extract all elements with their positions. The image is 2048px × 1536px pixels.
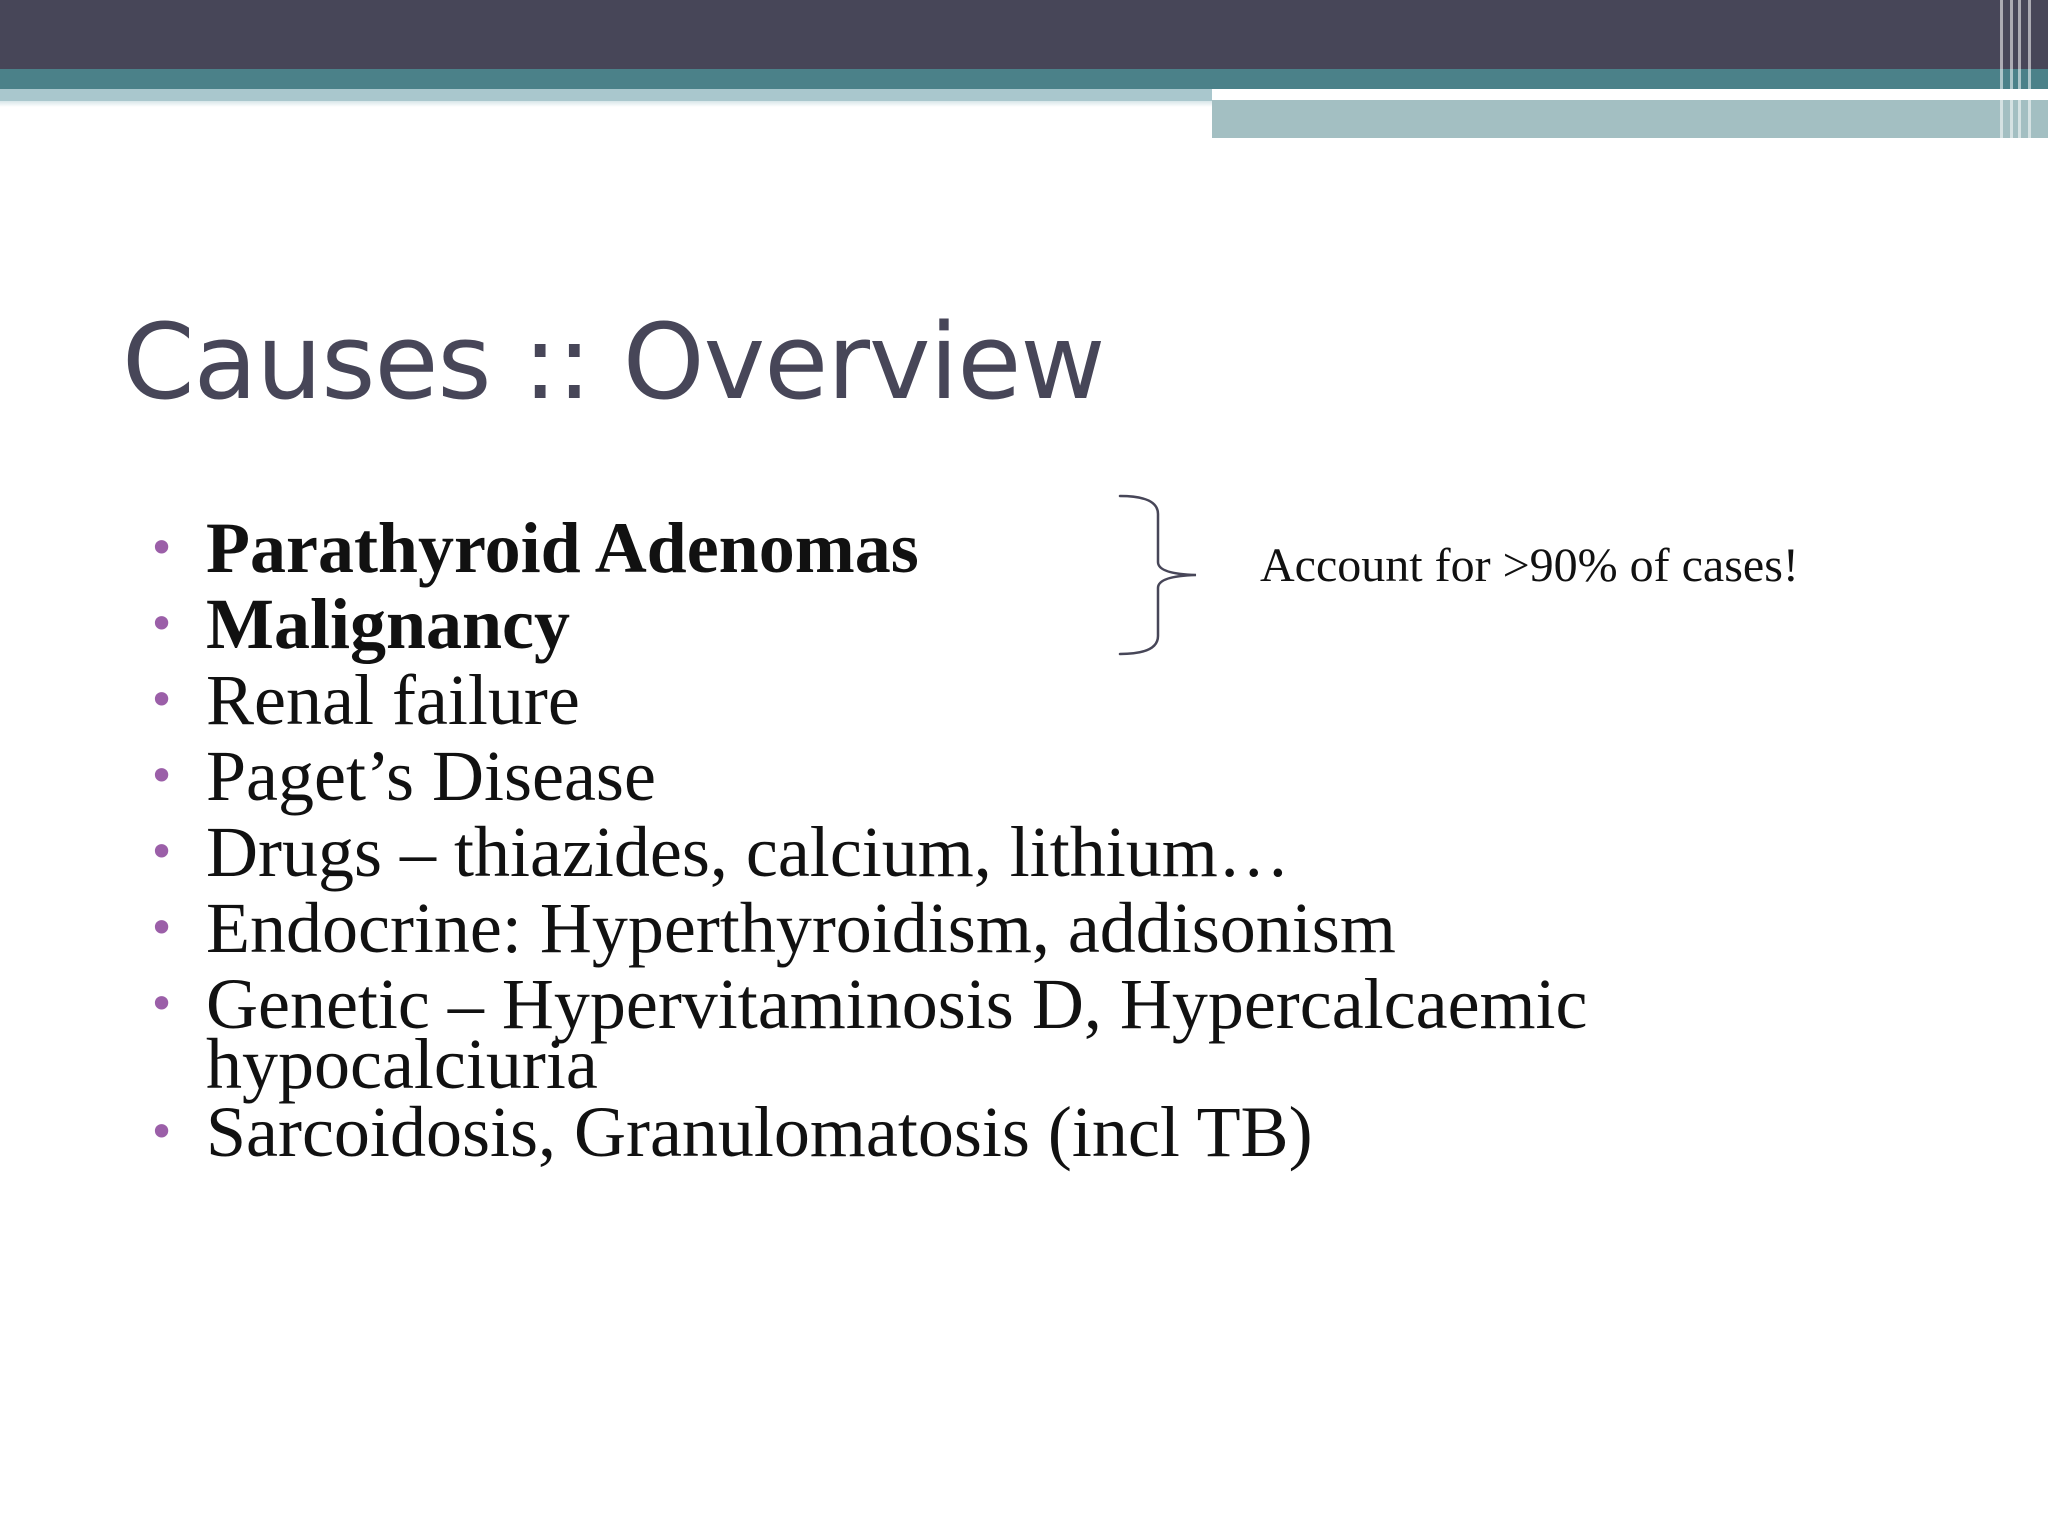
bullet-text: Malignancy [206, 584, 571, 664]
bullet-marker-icon: • [148, 597, 176, 651]
header-edge-lines [1988, 0, 2048, 138]
bullet-marker-icon: • [148, 977, 176, 1031]
bullet-text: Endocrine: Hyperthyroidism, addisonism [206, 888, 1396, 968]
header-band-light-strip [0, 89, 1212, 101]
bullet-item [148, 586, 1588, 662]
slide-title: Causes :: Overview [122, 301, 1105, 423]
bullet-item [148, 662, 1588, 738]
header-band-dark [0, 0, 2048, 69]
bullet-marker-icon: • [148, 825, 176, 879]
bullet-list [148, 510, 1588, 1170]
bullet-item [148, 890, 1588, 966]
header-band-light-block [1212, 100, 2048, 138]
bullet-marker-icon: • [148, 1105, 176, 1159]
bullet-marker-icon: • [148, 521, 176, 575]
bullet-item [148, 738, 1588, 814]
brace-note: Account for >90% of cases! [1260, 539, 1799, 592]
bullet-item [148, 1094, 1588, 1170]
bullet-item [148, 964, 1588, 1104]
bullet-text: Parathyroid Adenomas [206, 508, 919, 588]
bullet-text: Sarcoidosis, Granulomatosis (incl TB) [206, 1092, 1313, 1172]
bullet-text: Paget’s Disease [206, 736, 656, 816]
bullet-marker-icon: • [148, 901, 176, 955]
bullet-text-continuation: hypocalciuria [206, 1024, 598, 1104]
bullet-text: Drugs – thiazides, calcium, lithium… [206, 812, 1290, 892]
header-band-teal [0, 69, 2048, 89]
bullet-marker-icon: • [148, 673, 176, 727]
bullet-marker-icon: • [148, 749, 176, 803]
bullet-text: Renal failure [206, 660, 580, 740]
bullet-item [148, 814, 1588, 890]
header-band-fade [0, 101, 1212, 107]
right-brace-icon [1116, 492, 1206, 658]
bullet-text: Genetic – Hypervitaminosis D, Hypercalcaemic [206, 964, 1588, 1044]
